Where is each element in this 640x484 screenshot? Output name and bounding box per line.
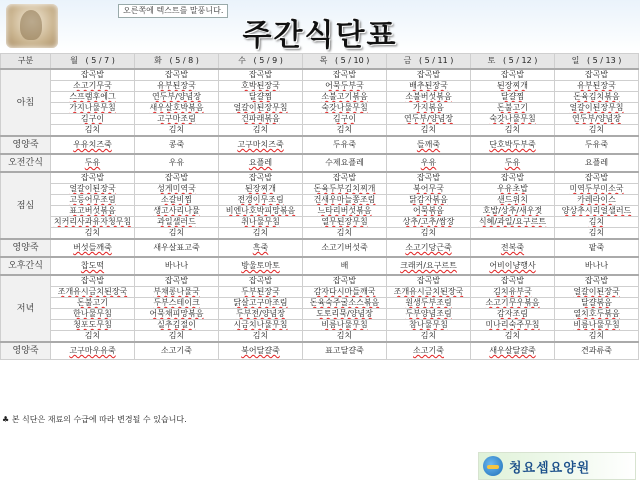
menu-cell: 열치호두볶음 [555, 309, 639, 320]
menu-cell: 미나리숙주무침 [471, 320, 555, 331]
menu-cell: 비름나물무침 [303, 320, 387, 331]
menu-cell: 소고기당근죽 [387, 239, 471, 257]
header-banner [0, 0, 640, 52]
menu-cell: 잡곡밥 [387, 172, 471, 184]
menu-cell: 된장찌개 [471, 81, 555, 92]
table-header-row [1, 54, 639, 70]
menu-cell: 소고기죽 [387, 342, 471, 360]
menu-cell: 소갈비찜 [135, 195, 219, 206]
menu-cell: 조개유시금치된장국 [387, 287, 471, 298]
menu-cell: 얼갈이된장국 [555, 287, 639, 298]
menu-row [1, 342, 639, 360]
menu-cell: 생고사리나물 [135, 206, 219, 217]
table-body [1, 69, 639, 360]
menu-cell: 유부된장국 [135, 81, 219, 92]
menu-row [1, 184, 639, 195]
menu-cell: 호박된장국 [219, 81, 303, 92]
menu-cell: 김치 [387, 331, 471, 343]
menu-cell: 바나나 [135, 257, 219, 275]
menu-row [1, 125, 639, 137]
hospital-emblem-icon [483, 456, 503, 476]
menu-cell: 돈불고기 [471, 103, 555, 114]
menu-cell: 건파래볶음 [219, 114, 303, 125]
menu-cell: 미역두부미소국 [555, 184, 639, 195]
menu-cell: 잡곡밥 [303, 69, 387, 81]
menu-cell: 유부된장국 [555, 81, 639, 92]
menu-row [1, 298, 639, 309]
menu-row [1, 92, 639, 103]
menu-cell: 잡곡밥 [51, 172, 135, 184]
header-cell-day [387, 54, 471, 70]
menu-cell: 가지나물무침 [51, 103, 135, 114]
menu-cell: 청포도무침 [51, 320, 135, 331]
header-note: 오른쪽에 텍스트를 말풍니다. [118, 4, 228, 18]
menu-cell: 식혜/과일/요구르트 [471, 217, 555, 228]
menu-cell: 김치 [471, 125, 555, 137]
menu-cell: 김치 [219, 331, 303, 343]
date-label: ( 5 / 11 ) [418, 56, 454, 65]
menu-row [1, 320, 639, 331]
menu-cell: 잡곡밥 [135, 69, 219, 81]
header-cell-day [219, 54, 303, 70]
menu-cell: 두부스테이크 [135, 298, 219, 309]
menu-cell: 전갱이무조림 [219, 195, 303, 206]
menu-cell: 소고기죽 [135, 342, 219, 360]
menu-cell: 잡곡밥 [303, 172, 387, 184]
menu-cell: 비름나물무침 [555, 320, 639, 331]
menu-cell: 성게미역국 [135, 184, 219, 195]
menu-cell: 새우살표고죽 [135, 239, 219, 257]
menu-cell: 소고기버섯죽 [303, 239, 387, 257]
menu-cell: 두부양념조림 [387, 309, 471, 320]
day-label: 수 [238, 56, 246, 65]
menu-cell: 표고달걀죽 [303, 342, 387, 360]
menu-cell: 크래커/요구르트 [387, 257, 471, 275]
menu-cell: 실추김절이 [135, 320, 219, 331]
menu-cell: 잡곡밥 [387, 275, 471, 287]
menu-cell: 새우살호박볶음 [135, 103, 219, 114]
meal-label: 저녁 [1, 275, 51, 342]
meal-label: 영양죽 [1, 342, 51, 360]
menu-cell: 김치유부국 [471, 287, 555, 298]
menu-row [1, 69, 639, 81]
menu-cell: 김치 [51, 331, 135, 343]
menu-cell: 북어무국 [387, 184, 471, 195]
menu-cell: 배추된장국 [387, 81, 471, 92]
menu-row [1, 206, 639, 217]
menu-cell: 잡곡밥 [303, 275, 387, 287]
menu-cell: 김치 [135, 125, 219, 137]
date-label: ( 5 / 8 ) [169, 56, 199, 65]
menu-row [1, 331, 639, 343]
menu-cell: 수제요플레 [303, 154, 387, 172]
menu-cell: 돈육두부김치찌개 [303, 184, 387, 195]
menu-cell: 도토리묵/양념장 [303, 309, 387, 320]
menu-cell: 북어달걀죽 [219, 342, 303, 360]
menu-cell: 스프램후에그 [51, 92, 135, 103]
menu-cell: 부채롱나물국 [135, 287, 219, 298]
menu-cell: 감자조림 [471, 309, 555, 320]
menu-cell: 김구이 [303, 114, 387, 125]
menu-cell: 김치 [555, 125, 639, 137]
menu-cell: 두부된장국 [219, 287, 303, 298]
menu-cell: 잡곡밥 [219, 172, 303, 184]
menu-cell: 숙갓나물무침 [303, 103, 387, 114]
menu-cell: 김치 [303, 331, 387, 343]
menu-cell: 얼갈이된장무침 [219, 103, 303, 114]
menu-cell: 우유 [135, 154, 219, 172]
header-cell-day [303, 54, 387, 70]
menu-cell: 잡곡밥 [471, 69, 555, 81]
menu-cell: 잡곡밥 [555, 172, 639, 184]
menu-cell: 감자다시마들깨국 [303, 287, 387, 298]
hospital-logo [478, 452, 636, 480]
menu-cell: 김치 [303, 125, 387, 137]
menu-cell: 비엔나호박피망볶음 [219, 206, 303, 217]
menu-cell: 요플레 [219, 154, 303, 172]
menu-cell: 양상추시리얼샐러드 [555, 206, 639, 217]
day-label: 일 [571, 56, 580, 65]
menu-cell: 두부전/양념장 [219, 309, 303, 320]
menu-cell: 된장찌개 [219, 184, 303, 195]
menu-cell: 어묵두부국 [303, 81, 387, 92]
menu-cell: 김치 [219, 228, 303, 240]
meal-label: 영양죽 [1, 239, 51, 257]
menu-cell: 김치 [303, 228, 387, 240]
meal-label: 아침 [1, 69, 51, 136]
menu-cell: 김치 [135, 228, 219, 240]
menu-cell: 김구이 [51, 114, 135, 125]
menu-row [1, 154, 639, 172]
menu-cell: 취나물무침 [219, 217, 303, 228]
menu-cell: 돈불고기 [51, 298, 135, 309]
menu-cell: 배 [303, 257, 387, 275]
menu-cell: 잡곡밥 [555, 69, 639, 81]
menu-cell: 치커리사과유자청무침 [51, 217, 135, 228]
menu-cell: 들깨죽 [387, 136, 471, 154]
menu-cell: 방울토마토 [219, 257, 303, 275]
menu-cell: 닭감자볶음 [387, 195, 471, 206]
header-cell-day [555, 54, 639, 70]
day-label: 목 [319, 56, 328, 65]
menu-cell: 김치 [51, 228, 135, 240]
menu-cell: 고구마치즈죽 [219, 136, 303, 154]
menu-row [1, 114, 639, 125]
menu-cell: 전복죽 [471, 239, 555, 257]
menu-cell: 잡곡밥 [135, 275, 219, 287]
menu-cell: 숙갓나물무침 [471, 114, 555, 125]
menu-row [1, 172, 639, 184]
menu-cell: 호밥/상추/새우젓 [471, 206, 555, 217]
menu-cell: 한나물무침 [51, 309, 135, 320]
menu-cell: 닭살고구마조림 [219, 298, 303, 309]
menu-cell: 김치 [135, 331, 219, 343]
header-cell-day [471, 54, 555, 70]
menu-row [1, 309, 639, 320]
menu-cell: 새우살달걀죽 [471, 342, 555, 360]
menu-cell: 상추/고추/쌈장 [387, 217, 471, 228]
menu-cell: 소고기무국 [51, 81, 135, 92]
menu-cell: 고등어무조림 [51, 195, 135, 206]
header-cell-day [51, 54, 135, 70]
menu-cell: 열무된장무침 [303, 217, 387, 228]
date-label: ( 5 / 12 ) [502, 56, 538, 65]
menu-cell: 흑죽 [219, 239, 303, 257]
menu-cell: 단호박두부죽 [471, 136, 555, 154]
menu-cell: 연두부/양념장 [555, 114, 639, 125]
date-label: ( 5 / 7 ) [85, 56, 115, 65]
menu-cell: 잡곡밥 [51, 275, 135, 287]
menu-cell: 달걀볶음 [555, 298, 639, 309]
meal-label: 오후간식 [1, 257, 51, 275]
menu-row [1, 275, 639, 287]
menu-cell: 바나나 [555, 257, 639, 275]
menu-cell: 김치 [555, 331, 639, 343]
menu-cell: 김치 [555, 228, 639, 240]
menu-row [1, 103, 639, 114]
menu-row [1, 195, 639, 206]
header-cell-category: 구분 [1, 54, 51, 70]
menu-cell: 팥죽 [555, 239, 639, 257]
menu-cell: 원생두부조림 [387, 298, 471, 309]
menu-cell: 찹도떡 [51, 257, 135, 275]
menu-cell: 콩죽 [135, 136, 219, 154]
menu-cell: 김치 [51, 125, 135, 137]
menu-cell: 시금치나물무침 [219, 320, 303, 331]
menu-cell: 잡곡밥 [555, 275, 639, 287]
menu-cell: 버섯들깨죽 [51, 239, 135, 257]
menu-row [1, 257, 639, 275]
menu-cell: 참나물무침 [387, 320, 471, 331]
footnote: ♣ 본 식단은 재료의 수급에 따라 변경될 수 있습니다. [2, 415, 187, 424]
menu-cell: 두유 [51, 154, 135, 172]
menu-row [1, 287, 639, 298]
page-title: 주간식단표 [242, 18, 398, 53]
meal-label: 영양죽 [1, 136, 51, 154]
menu-cell: 느타리버섯볶음 [303, 206, 387, 217]
menu-row [1, 239, 639, 257]
menu-cell: 표고버섯볶음 [51, 206, 135, 217]
menu-cell: 돈육숙주굴소스볶음 [303, 298, 387, 309]
menu-cell: 연두부/양념장 [387, 114, 471, 125]
date-label: ( 5 / 9 ) [253, 56, 283, 65]
menu-cell: 잡곡밥 [387, 69, 471, 81]
menu-cell: 고구마조림 [135, 114, 219, 125]
menu-cell: 가지볶음 [387, 103, 471, 114]
meal-label: 오전간식 [1, 154, 51, 172]
menu-cell: 우유초밥 [471, 184, 555, 195]
menu-cell: 소불버섯볶음 [387, 92, 471, 103]
menu-cell: 과일샐러드 [135, 217, 219, 228]
menu-cell: 달걀찜 [219, 92, 303, 103]
day-label: 월 [70, 56, 78, 65]
menu-cell: 얼갈이된장국 [51, 184, 135, 195]
menu-cell: 소고기무우볶음 [471, 298, 555, 309]
menu-cell: 견과류죽 [555, 342, 639, 360]
day-label: 화 [154, 56, 162, 65]
menu-row [1, 136, 639, 154]
menu-cell: 고구마우유죽 [51, 342, 135, 360]
menu-cell: 우유치즈죽 [51, 136, 135, 154]
menu-cell: 연두부/양념장 [135, 92, 219, 103]
menu-cell: 우유 [387, 154, 471, 172]
menu-cell: 얼갈이된장무침 [555, 103, 639, 114]
menu-cell: 김치 [219, 125, 303, 137]
menu-cell: 소불고기볶음 [303, 92, 387, 103]
menu-cell: 어비이냥행사 [471, 257, 555, 275]
menu-cell: 카레라이스 [555, 195, 639, 206]
menu-cell: 어묵볶음 [387, 206, 471, 217]
weekly-menu-table [0, 53, 639, 360]
menu-cell: 달걀찜 [471, 92, 555, 103]
menu-cell: 잡곡밥 [135, 172, 219, 184]
date-label: ( 5 / 13 ) [586, 56, 622, 65]
day-label: 금 [403, 56, 412, 65]
header-cell-day [135, 54, 219, 70]
menu-cell: 김치 [555, 217, 639, 228]
menu-cell: 두유죽 [303, 136, 387, 154]
menu-cell: 잡곡밥 [51, 69, 135, 81]
menu-cell: 요플레 [555, 154, 639, 172]
day-label: 토 [487, 56, 496, 65]
meal-label: 점심 [1, 172, 51, 239]
menu-cell: 잡곡밥 [219, 275, 303, 287]
menu-cell: 김치 [387, 125, 471, 137]
menu-cell: 잡곡밥 [219, 69, 303, 81]
menu-row [1, 228, 639, 240]
menu-cell: 두유 [471, 154, 555, 172]
menu-cell: 잡곡밥 [471, 172, 555, 184]
menu-cell: 돈육김치볶음 [555, 92, 639, 103]
menu-cell: 두유죽 [555, 136, 639, 154]
menu-cell: 잡곡밥 [471, 275, 555, 287]
menu-cell: 김치 [471, 331, 555, 343]
menu-cell [471, 228, 555, 240]
menu-row [1, 81, 639, 92]
date-label: ( 5 / 10 ) [334, 56, 370, 65]
hospital-name: 청요셉요양원 [509, 460, 591, 476]
menu-row [1, 217, 639, 228]
menu-cell: 샌드위치 [471, 195, 555, 206]
menu-cell: 조개유시금치된장국 [51, 287, 135, 298]
menu-cell: 김치 [387, 228, 471, 240]
menu-cell: 어묵채피망볶음 [135, 309, 219, 320]
menu-cell: 건새우마늘쫑조림 [303, 195, 387, 206]
